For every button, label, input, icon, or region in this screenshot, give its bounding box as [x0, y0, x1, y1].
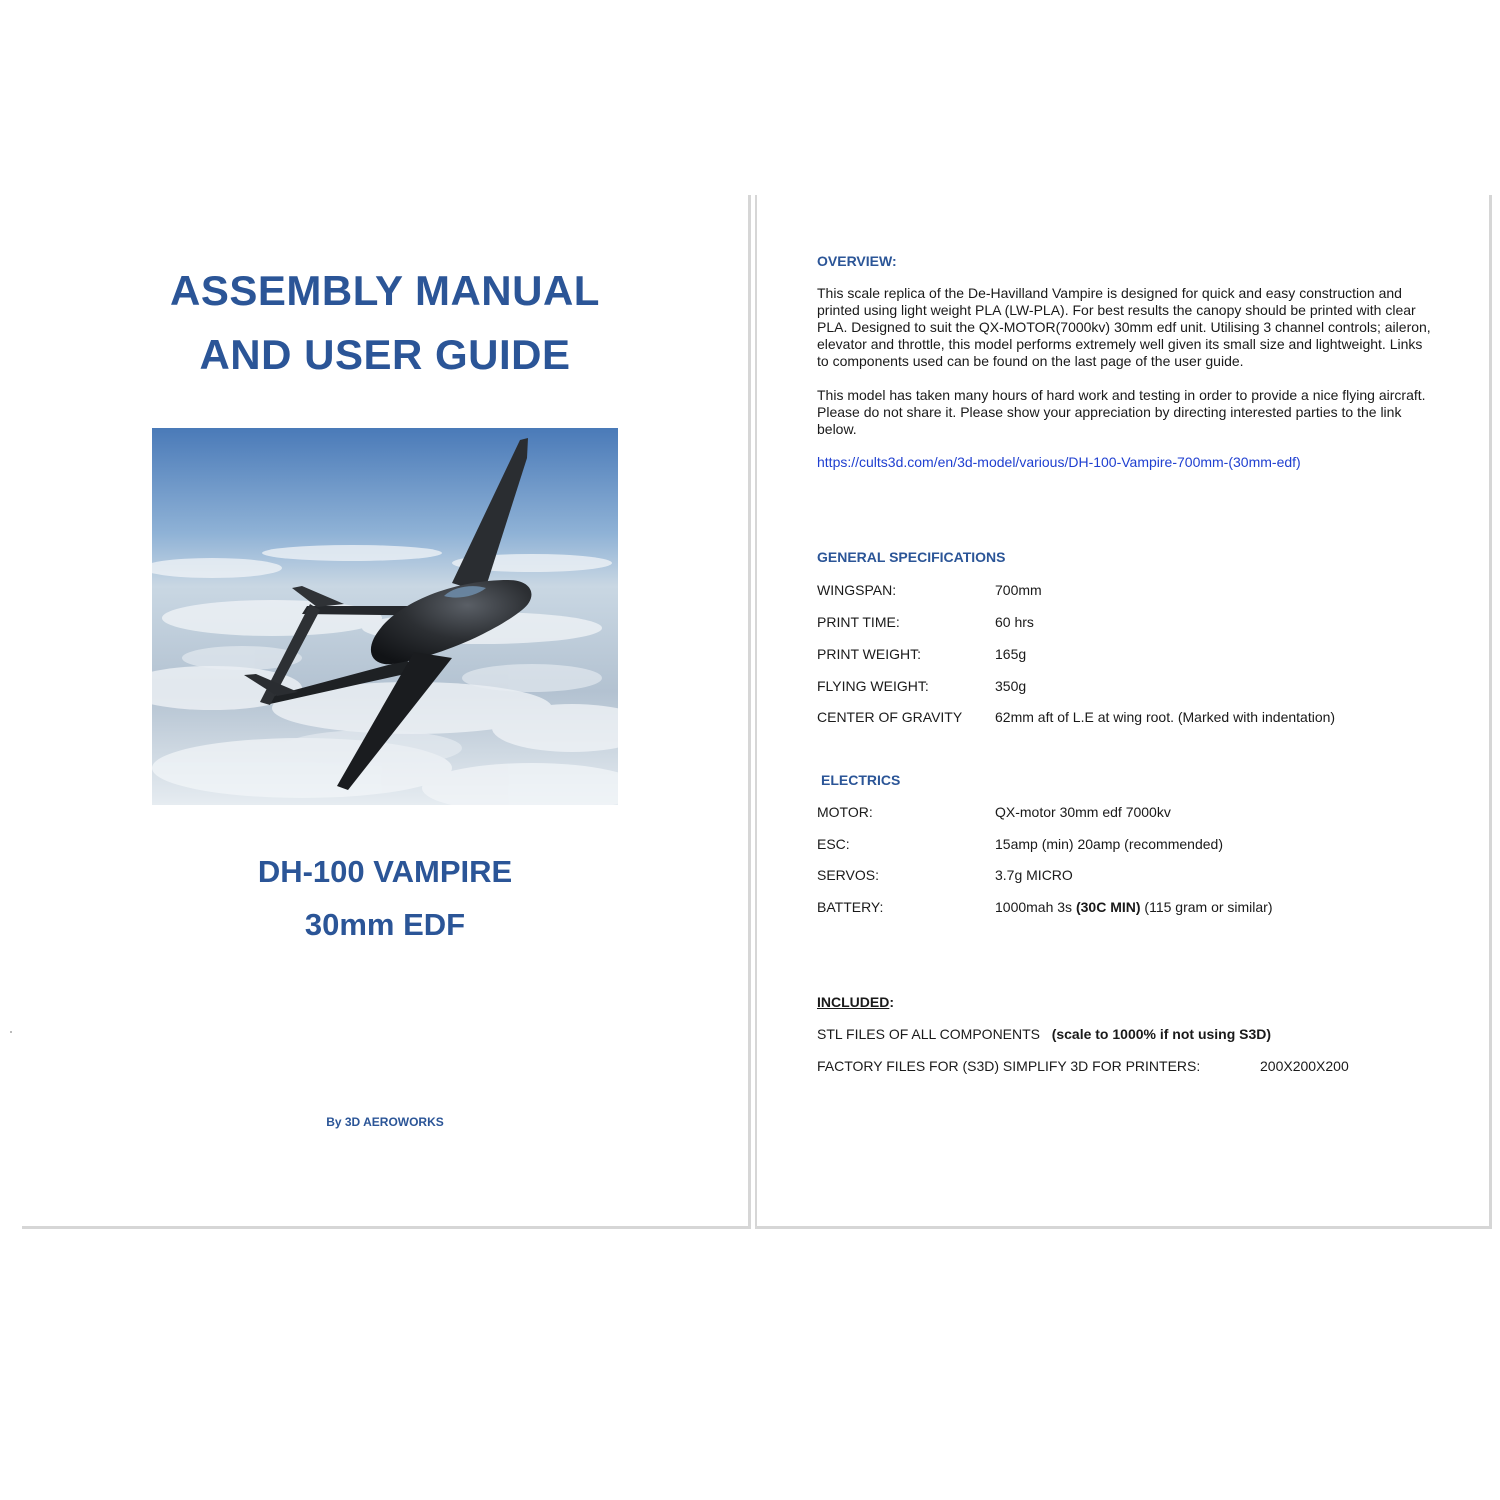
electrics-value: QX-motor 30mm edf 7000kv — [995, 804, 1171, 820]
cults3d-link[interactable]: https://cults3d.com/en/3d-model/various/DH-100-Vampire-700mm-(30mm-edf) — [817, 454, 1301, 470]
overview-paragraph-2: This model has taken many hours of hard work and testing in order to provide a nice flying aircraft. Please do not share it. Please show your appreciation by directing interested parties to the link below. — [817, 387, 1426, 437]
printer-bed-size: 200X200X200 — [1260, 1058, 1349, 1074]
aircraft-cover-image — [152, 428, 618, 805]
spec-label: PRINT WEIGHT: — [817, 646, 921, 662]
cover-title-line-1: ASSEMBLY MANUAL — [170, 267, 600, 314]
overview-heading: OVERVIEW: — [817, 253, 897, 269]
spec-label: CENTER OF GRAVITY — [817, 709, 963, 725]
factory-files-label: FACTORY FILES FOR (S3D) SIMPLIFY 3D FOR PRINTERS: — [817, 1058, 1201, 1074]
spec-value: 700mm — [995, 582, 1042, 598]
cover-page — [22, 195, 751, 1229]
spec-label: PRINT TIME: — [817, 614, 900, 630]
spec-value: 60 hrs — [995, 614, 1034, 630]
included-stl-text — [817, 1026, 1271, 1042]
electrics-label: MOTOR: — [817, 804, 873, 820]
overview-paragraph-1: This scale replica of the De-Havilland Vampire is designed for quick and easy construction and printed using light weight PLA (LW-PLA). For best results the canopy should be printed with clear PLA. Designed to suit the QX-MOTOR(7000kv) 30mm edf unit. Utilising 3 channel controls; aileron, elevator and throttle, this model performs extremely well given its small size and lightweight. Links to components used can be found on the last page of the user guide. — [817, 285, 1431, 369]
stl-files-label: STL FILES OF ALL COMPONENTS — [817, 1026, 1041, 1042]
model-variant: 30mm EDF — [304, 907, 466, 942]
spec-value: 165g — [995, 646, 1027, 662]
electrics-label: BATTERY: — [817, 899, 884, 915]
cover-title-line-2: AND USER GUIDE — [199, 331, 571, 378]
battery-value-pre: 1000mah 3s — [995, 899, 1076, 915]
byline: By 3D AEROWORKS — [326, 1115, 444, 1129]
electrics-value — [995, 899, 1273, 915]
electrics-label: ESC: — [817, 836, 850, 852]
electrics-value: 15amp (min) 20amp (recommended) — [995, 836, 1223, 852]
overview-page — [755, 195, 1492, 1229]
electrics-value: 3.7g MICRO — [995, 867, 1073, 883]
general-specifications-heading: GENERAL SPECIFICATIONS — [817, 549, 1006, 565]
spec-value: 350g — [995, 678, 1027, 694]
page-marker-dot — [10, 1031, 12, 1033]
included-heading — [817, 994, 894, 1010]
stl-scale-note: (scale to 1000% if not using S3D) — [1051, 1026, 1272, 1042]
battery-value-bold: (30C MIN) — [1075, 899, 1141, 915]
spec-label: FLYING WEIGHT: — [817, 678, 929, 694]
electrics-heading: ELECTRICS — [821, 772, 901, 788]
electrics-label: SERVOS: — [817, 867, 879, 883]
model-name: DH-100 VAMPIRE — [257, 854, 513, 889]
spec-value: 62mm aft of L.E at wing root. (Marked with indentation) — [995, 709, 1336, 725]
included-heading-text: INCLUDED — [817, 994, 890, 1010]
included-heading-colon: : — [889, 994, 895, 1010]
spec-label: WINGSPAN: — [817, 582, 897, 598]
battery-value-post: (115 gram or similar) — [1140, 899, 1273, 915]
